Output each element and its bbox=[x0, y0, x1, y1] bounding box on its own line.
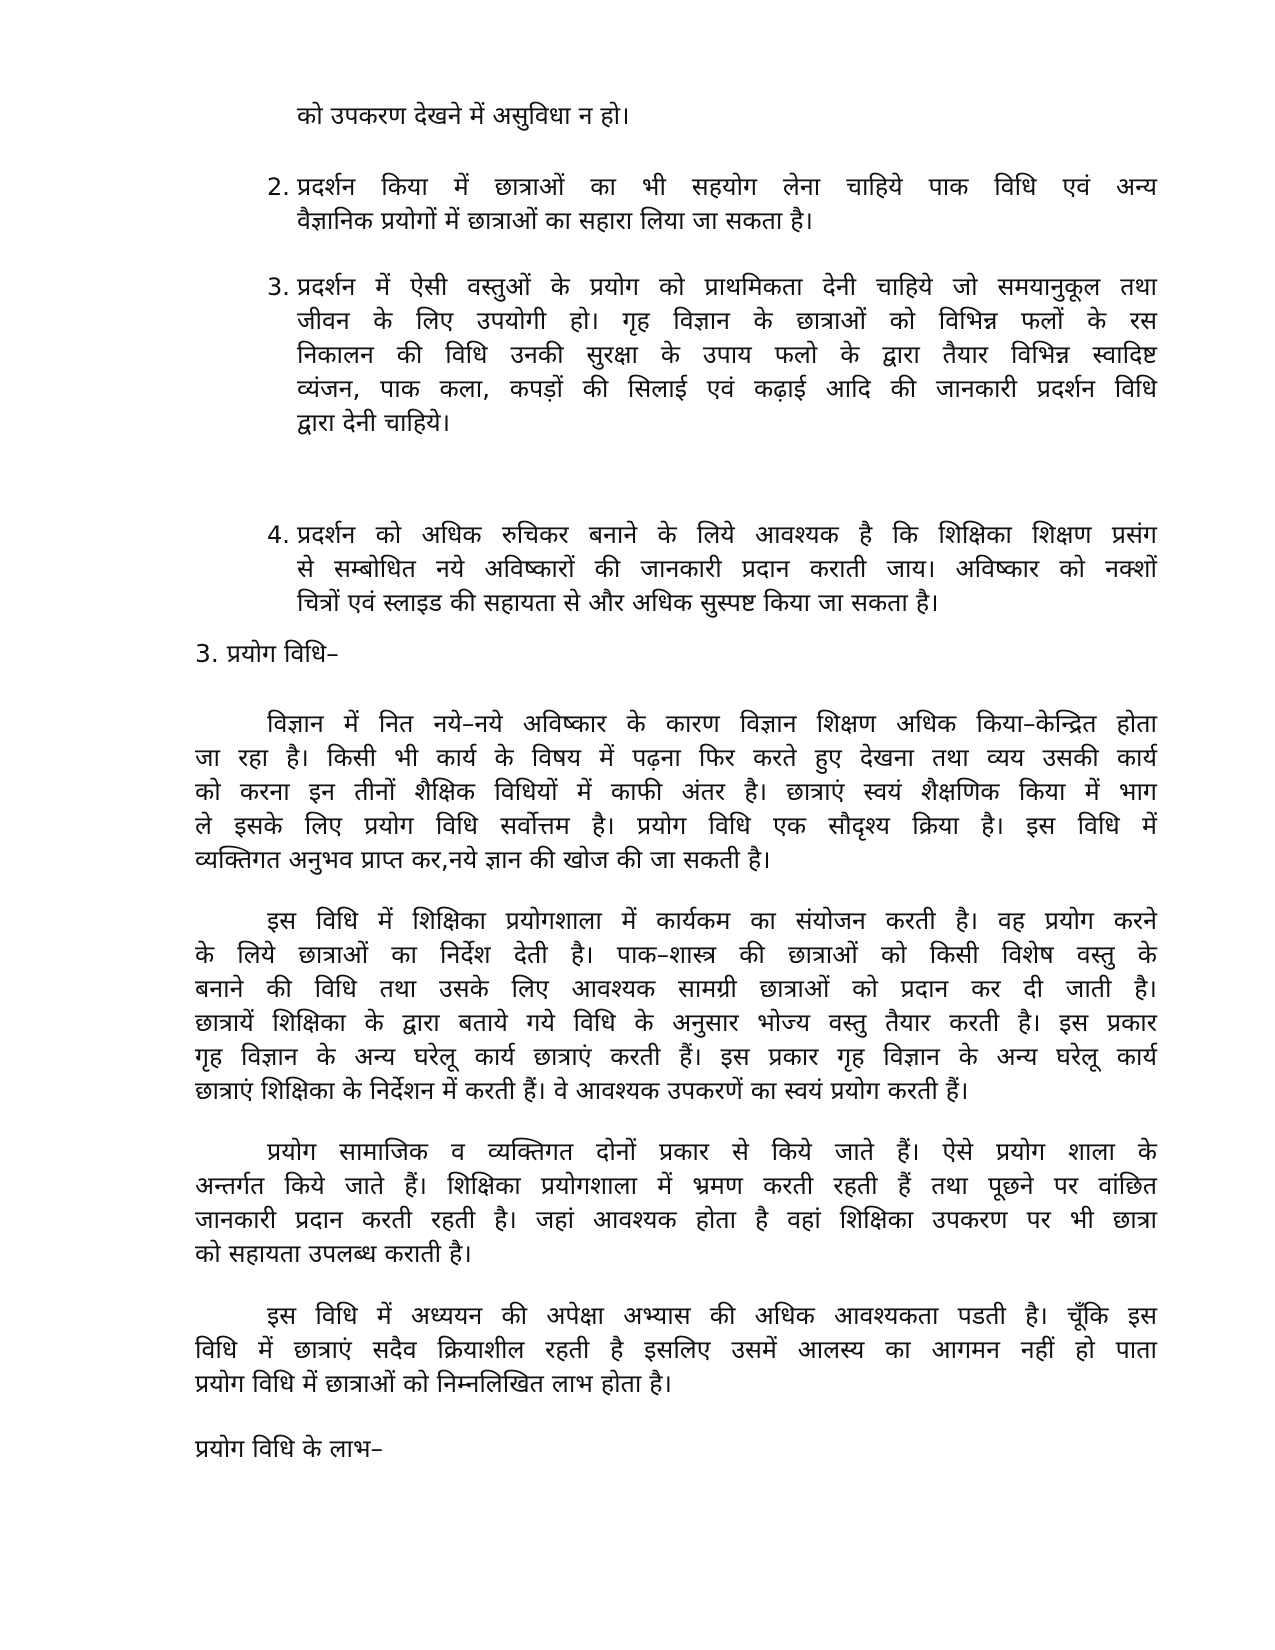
paragraph-line: इस विधि में शिक्षिका प्रयोगशाला में कार्यकम का संयोजन करती है। वह प्रयोग करने bbox=[267, 906, 1157, 935]
paragraph-line: जानकारी प्रदान करती रहती है। जहां आवश्यक होता है वहां शिक्षिका उपकरण पर भी छात्रा bbox=[195, 1205, 1157, 1234]
paragraph-line: ले इसके लिए प्रयोग विधि सर्वोत्तम है। प्रयोग विधि एक सौदृश्य क्रिया है। इस विधि में bbox=[195, 811, 1157, 840]
paragraph-1 bbox=[195, 707, 1157, 877]
paragraph-4 bbox=[195, 1299, 1157, 1401]
paragraph-line: के लिये छात्राओं का निर्देश देती है। पाक–शास्त्र की छात्राओं को किसी विशेष वस्तु के bbox=[195, 940, 1157, 969]
list-line: प्रदर्शन को अधिक रुचिकर बनाने के लिये आवश्यक है कि शिक्षिका शिक्षण प्रसंग bbox=[297, 520, 1157, 549]
intro-line: को उपकरण देखने में असुविधा न हो। bbox=[297, 101, 630, 130]
paragraph-line: अन्तर्गत किये जाते हैं। शिक्षिका प्रयोगशाला में भ्रमण करती रहती हैं तथा पूछने पर वांछित bbox=[195, 1171, 1157, 1200]
paragraph-line: छात्रायें शिक्षिका के द्वारा बताये गये विधि के अनुसार भोज्य वस्तु तैयार करती है। इस प्रकार bbox=[195, 1008, 1157, 1037]
list-number: 2. bbox=[267, 173, 290, 201]
list-number: 4. bbox=[267, 521, 290, 549]
paragraph-2 bbox=[195, 904, 1157, 1108]
paragraph-line: को सहायता उपलब्ध कराती है। bbox=[195, 1239, 472, 1268]
paragraph-line: विधि में छात्राएं सदैव क्रियाशील रहती है इसलिए उसमें आलस्य का आगमन नहीं हो पाता bbox=[195, 1335, 1157, 1364]
list-line: जीवन के लिए उपयोगी हो। गृह विज्ञान के छात्राओं को विभिन्न फलों के रस bbox=[297, 306, 1157, 335]
list-line: निकालन की विधि उनकी सुरक्षा के उपाय फलो के द्वारा तैयार विभिन्न स्वादिष्ट bbox=[297, 340, 1157, 369]
list-item-3 bbox=[267, 270, 1157, 440]
paragraph-line: इस विधि में अध्ययन की अपेक्षा अभ्यास की अधिक आवश्यकता पडती है। चूँकि इस bbox=[267, 1301, 1157, 1330]
list-line: वैज्ञानिक प्रयोगों में छात्राओं का सहारा लिया जा सकता है। bbox=[297, 206, 814, 235]
list-line: व्यंजन, पाक कला, कपड़ों की सिलाई एवं कढ़ाई आदि की जानकारी प्रदर्शन विधि bbox=[297, 374, 1157, 403]
paragraph-3 bbox=[195, 1135, 1157, 1271]
list-line: प्रदर्शन में ऐसी वस्तुओं के प्रयोग को प्राथमिकता देनी चाहिये जो समयानुकूल तथा bbox=[297, 272, 1157, 301]
paragraph-line: जा रहा है। किसी भी कार्य के विषय में पढ़ना फिर करते हुए देखना तथा व्यय उसकी कार्य bbox=[195, 743, 1157, 772]
list-line: द्वारा देनी चाहिये। bbox=[297, 408, 451, 437]
list-number: 3. bbox=[267, 273, 290, 301]
closing-heading: प्रयोग विधि के लाभ– bbox=[195, 1434, 384, 1463]
paragraph-line: छात्राएं शिक्षिका के निर्देशन में करती हैं। वे आवश्यक उपकरणें का स्वयं प्रयोग करती हैं। bbox=[195, 1076, 969, 1105]
section-heading: 3. प्रयोग विधि– bbox=[195, 639, 339, 668]
list-line: प्रदर्शन किया में छात्राओं का भी सहयोग लेना चाहिये पाक विधि एवं अन्य bbox=[297, 172, 1157, 201]
paragraph-line: को करना इन तीनों शैक्षिक विधियों में काफी अंतर है। छात्राएं स्वयं शैक्षणिक किया में भाग bbox=[195, 777, 1157, 806]
list-item-4 bbox=[267, 518, 1157, 620]
list-line: से सम्बोधित नये अविष्कारों की जानकारी प्रदान कराती जाय। अविष्कार को नक्शों bbox=[297, 554, 1157, 583]
paragraph-line: प्रयोग विधि में छात्राओं को निम्नलिखित लाभ होता है। bbox=[195, 1369, 673, 1398]
paragraph-line: विज्ञान में नित नये–नये अविष्कार के कारण विज्ञान शिक्षण अधिक किया–केन्द्रित होता bbox=[267, 709, 1157, 738]
paragraph-line: व्यक्तिगत अनुभव प्राप्त कर,नये ज्ञान की खोज की जा सकती है। bbox=[195, 845, 771, 874]
paragraph-line: प्रयोग सामाजिक व व्यक्तिगत दोनों प्रकार से किये जाते हैं। ऐसे प्रयोग शाला के bbox=[267, 1137, 1157, 1166]
paragraph-line: बनाने की विधि तथा उसके लिए आवश्यक सामग्री छात्राओं को प्रदान कर दी जाती है। bbox=[195, 974, 1157, 1003]
list-line: चित्रों एवं स्लाइड की सहायता से और अधिक सुस्पष्ट किया जा सकता है। bbox=[297, 588, 939, 617]
list-item-2 bbox=[267, 170, 1157, 238]
paragraph-line: गृह विज्ञान के अन्य घरेलू कार्य छात्राएं करती हैं। इस प्रकार गृह विज्ञान के अन्य घरेलू कार्य bbox=[195, 1042, 1157, 1071]
